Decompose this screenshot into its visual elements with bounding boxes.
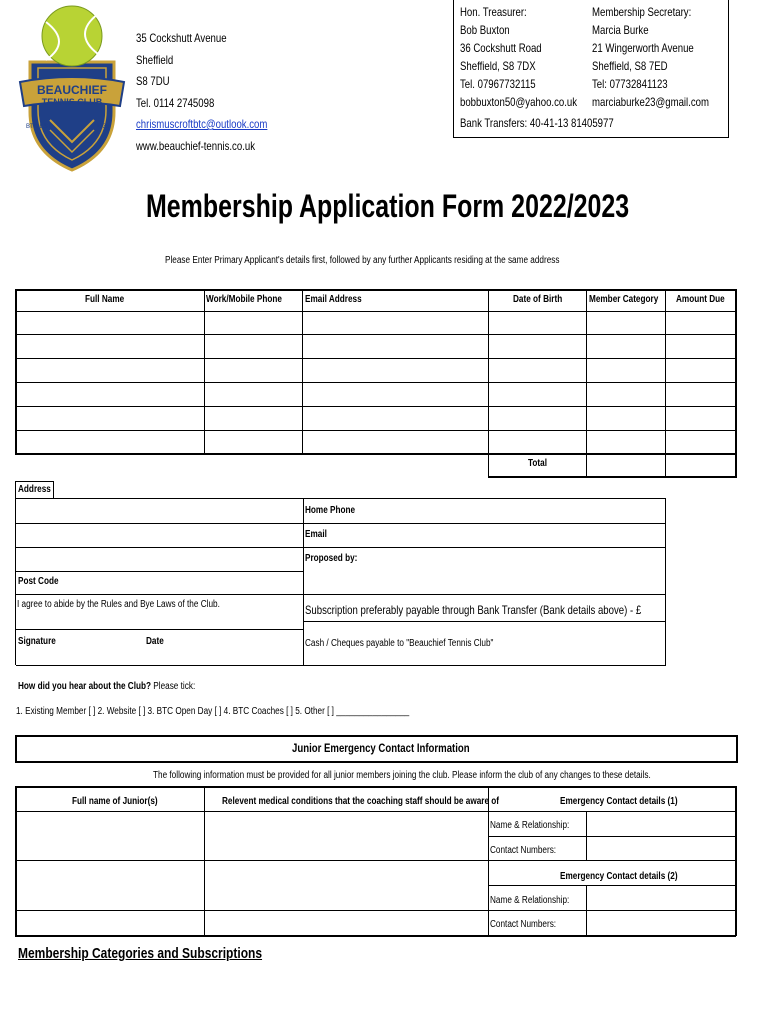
postcode-label: Post Code bbox=[18, 576, 59, 587]
form-title: Membership Application Form 2022/2023 bbox=[146, 188, 630, 224]
treasurer-addr2: Sheffield, S8 7DX bbox=[460, 59, 536, 73]
club-logo bbox=[16, 2, 128, 172]
hear-question bbox=[18, 681, 195, 692]
home-phone-label: Home Phone bbox=[305, 505, 356, 516]
col-email: Email Address bbox=[305, 294, 362, 305]
date-label: Date bbox=[146, 636, 164, 647]
col-category: Member Category bbox=[589, 294, 659, 305]
junior-note: The following information must be provided for all junior members joining the club. Please inform the club of any changes to these details. bbox=[153, 770, 651, 781]
treasurer-name: Bob Buxton bbox=[460, 23, 510, 37]
secretary-addr1: 21 Wingerworth Avenue bbox=[592, 41, 694, 55]
hear-question-bold: How did you hear about the Club? bbox=[18, 681, 152, 692]
secretary-name: Marcia Burke bbox=[592, 23, 649, 37]
club-crest bbox=[16, 2, 128, 172]
address-line3: S8 7DU bbox=[136, 74, 170, 88]
address-line1: 35 Cockshutt Avenue bbox=[136, 31, 227, 45]
col-medical: Relevent medical conditions that the coaching staff should be aware of bbox=[222, 796, 500, 807]
total-label: Total bbox=[528, 458, 547, 469]
secretary-details bbox=[592, 3, 709, 111]
cash-text: Cash / Cheques payable to "Beauchief Tennis Club" bbox=[305, 638, 494, 649]
contact2-numbers: Contact Numbers: bbox=[490, 919, 557, 930]
categories-heading: Membership Categories and Subscriptions bbox=[18, 945, 263, 962]
logo-est-left: BTC EST bbox=[26, 124, 52, 130]
contact1-numbers: Contact Numbers: bbox=[490, 845, 557, 856]
secretary-title: Membership Secretary: bbox=[592, 5, 692, 19]
logo-text-line2: TENNIS CLUB bbox=[41, 97, 103, 107]
proposed-label: Proposed by: bbox=[305, 553, 358, 564]
agree-text: I agree to abide by the Rules and Bye Laws of the Club. bbox=[17, 599, 220, 610]
treasurer-details bbox=[460, 3, 577, 111]
email-label: Email bbox=[305, 529, 327, 540]
subscription-text: Subscription preferably payable through Bank Transfer (Bank details above) - £ bbox=[305, 603, 642, 617]
col-amount: Amount Due bbox=[676, 294, 725, 305]
address-tel: Tel. 0114 2745098 bbox=[136, 95, 215, 110]
club-address bbox=[136, 28, 267, 157]
contact2-heading: Emergency Contact details (2) bbox=[560, 871, 678, 882]
signature-label: Signature bbox=[18, 636, 56, 647]
contact1-heading: Emergency Contact details (1) bbox=[560, 796, 678, 807]
col-dob: Date of Birth bbox=[513, 294, 563, 305]
col-junior-name: Full name of Junior(s) bbox=[72, 796, 158, 807]
club-email-link[interactable]: chrismuscroftbtc@outlook.com bbox=[136, 117, 268, 131]
form-instruction: Please Enter Primary Applicant's details first, followed by any further Applicants residing at the same address bbox=[165, 255, 560, 266]
col-full-name: Full Name bbox=[85, 294, 125, 305]
junior-heading: Junior Emergency Contact Information bbox=[292, 741, 470, 755]
treasurer-tel: Tel. 07967732115 bbox=[460, 77, 536, 91]
col-phone: Work/Mobile Phone bbox=[206, 294, 282, 305]
hear-question-rest: Please tick: bbox=[151, 681, 196, 692]
bank-details: Bank Transfers: 40-41-13 81405977 bbox=[460, 116, 614, 130]
hear-options: 1. Existing Member [ ] 2. Website [ ] 3. BTC Open Day [ ] 4. BTC Coaches [ ] 5. Other [ ] ________________ bbox=[16, 706, 410, 717]
address-line2: Sheffield bbox=[136, 52, 174, 67]
secretary-tel: Tel: 07732841123 bbox=[592, 77, 668, 91]
treasurer-addr1: 36 Cockshutt Road bbox=[460, 41, 542, 55]
contact1-name-rel: Name & Relationship: bbox=[490, 820, 570, 831]
logo-text-line1: BEAUCHIEF bbox=[36, 83, 108, 97]
treasurer-email: bobbuxton50@yahoo.co.uk bbox=[460, 95, 578, 109]
address-label: Address bbox=[18, 484, 51, 495]
treasurer-title: Hon. Treasurer: bbox=[460, 5, 527, 19]
secretary-email: marciaburke23@gmail.com bbox=[592, 95, 709, 109]
secretary-addr2: Sheffield, S8 7ED bbox=[592, 59, 668, 73]
logo-est-right: 1939 bbox=[96, 124, 110, 130]
club-website: www.beauchief-tennis.co.uk bbox=[136, 138, 255, 153]
contact2-name-rel: Name & Relationship: bbox=[490, 895, 570, 906]
